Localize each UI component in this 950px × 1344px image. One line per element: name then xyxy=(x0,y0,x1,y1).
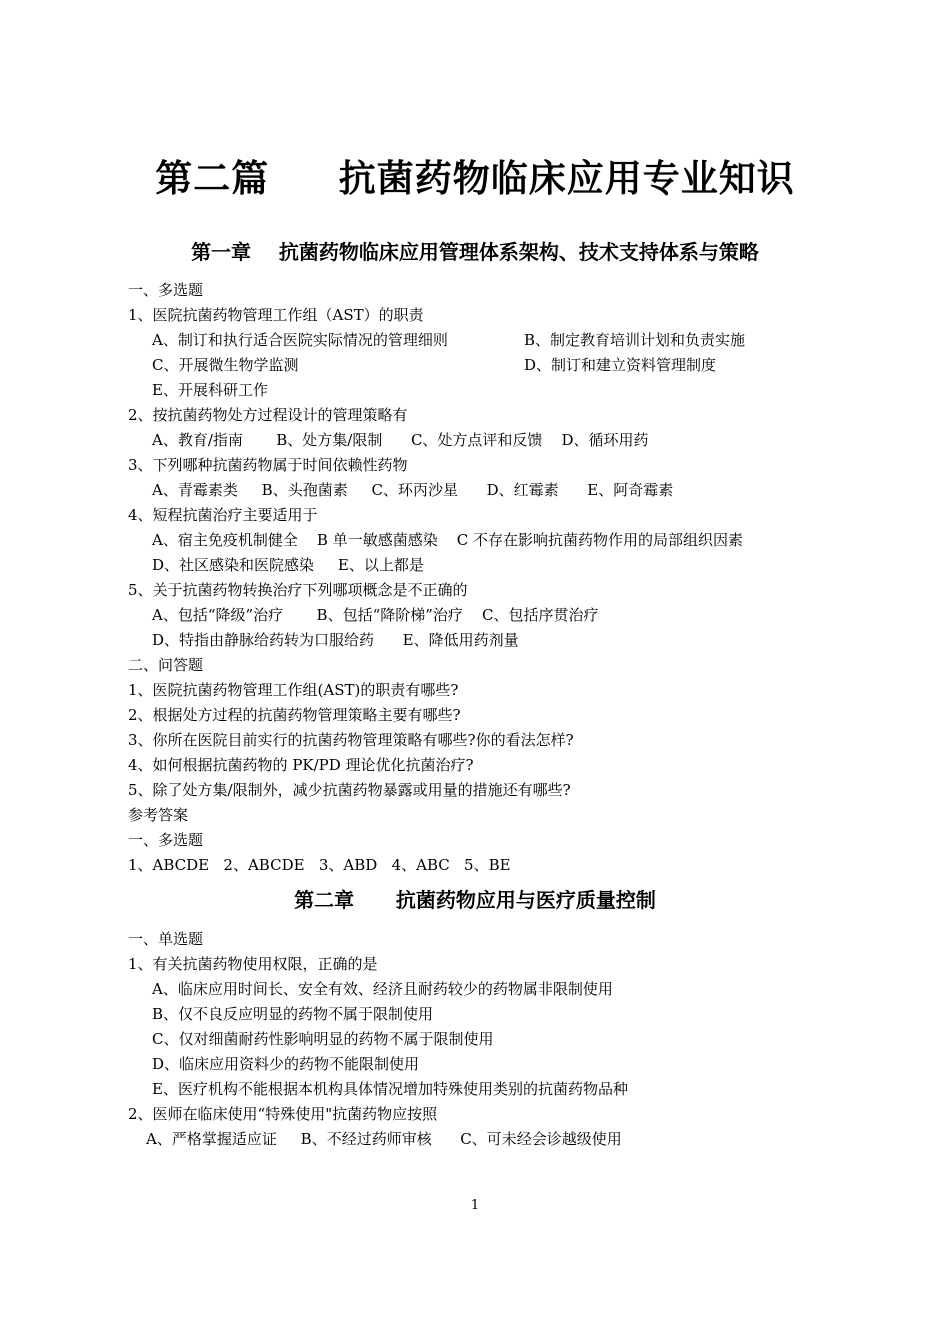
page-number: 1 xyxy=(470,1198,480,1213)
question-4: 4、短程抗菌治疗主要适用于 xyxy=(128,506,318,524)
question-2: 2、按抗菌药物处方过程设计的管理策略有 xyxy=(128,406,408,424)
option-d: D、临床应用资料少的药物不能限制使用 xyxy=(152,1055,420,1073)
chapter-1-title: 第一章 抗菌药物临床应用管理体系架构、技术支持体系与策略 xyxy=(191,240,759,264)
question-4-options: D、社区感染和医院感染 E、以上都是 xyxy=(152,556,424,574)
part-title: 第二篇 抗菌药物临床应用专业知识 xyxy=(155,157,795,200)
question-2-options: A、严格掌握适应证 B、不经过药师审核 C、可未经会诊越级使用 xyxy=(146,1130,622,1148)
question-5-options: D、特指由静脉给药转为口服给药 E、降低用药剂量 xyxy=(152,631,519,649)
question-5-options: A、包括“降级”治疗 B、包括“降阶梯”治疗 C、包括序贯治疗 xyxy=(152,606,599,624)
question-1: 1、医院抗菌药物管理工作组（AST）的职责 xyxy=(128,306,424,324)
question-5: 5、关于抗菌药物转换治疗下列哪项概念是不正确的 xyxy=(128,581,468,599)
option-e: E、开展科研工作 xyxy=(152,381,268,399)
chapter-2-title: 第二章 抗菌药物应用与医疗质量控制 xyxy=(294,888,656,912)
essay-question-3: 3、你所在医院目前实行的抗菌药物管理策略有哪些?你的看法怎样? xyxy=(128,731,574,749)
option-b: B、制定教育培训计划和负责实施 xyxy=(524,331,746,349)
question-3: 3、下列哪种抗菌药物属于时间依赖性药物 xyxy=(128,456,408,474)
essay-question-4: 4、如何根据抗菌药物的 PK/PD 理论优化抗菌治疗? xyxy=(128,756,474,774)
option-a: A、临床应用时间长、安全有效、经济且耐药较少的药物属非限制使用 xyxy=(152,980,613,998)
answer-key: 1、ABCDE 2、ABCDE 3、ABD 4、ABC 5、BE xyxy=(128,856,511,874)
option-a: A、制订和执行适合医院实际情况的管理细则 xyxy=(152,331,448,349)
section-heading: 一、多选题 xyxy=(128,281,204,299)
section-heading: 二、问答题 xyxy=(128,656,204,674)
question-2-options: A、教育/指南 B、处方集/限制 C、处方点评和反馈 D、循环用药 xyxy=(152,431,649,449)
question-1: 1、有关抗菌药物使用权限，正确的是 xyxy=(128,955,378,973)
section-heading: 一、多选题 xyxy=(128,831,204,849)
question-4-options: A、宿主免疫机制健全 B 单一敏感菌感染 C 不存在影响抗菌药物作用的局部组织因素 xyxy=(152,531,744,549)
option-c: C、开展微生物学监测 xyxy=(152,356,299,374)
answers-heading: 参考答案 xyxy=(128,806,189,824)
option-e: E、医疗机构不能根据本机构具体情况增加特殊使用类别的抗菌药物品种 xyxy=(152,1080,628,1098)
option-c: C、仅对细菌耐药性影响明显的药物不属于限制使用 xyxy=(152,1030,494,1048)
option-b: B、仅不良反应明显的药物不属于限制使用 xyxy=(152,1005,434,1023)
essay-question-2: 2、根据处方过程的抗菌药物管理策略主要有哪些? xyxy=(128,706,461,724)
option-d: D、制订和建立资料管理制度 xyxy=(524,356,717,374)
essay-question-1: 1、医院抗菌药物管理工作组(AST)的职责有哪些? xyxy=(128,681,459,699)
section-heading: 一、单选题 xyxy=(128,930,204,948)
essay-question-5: 5、除了处方集/限制外，减少抗菌药物暴露或用量的措施还有哪些? xyxy=(128,781,571,799)
question-3-options: A、青霉素类 B、头孢菌素 C、环丙沙星 D、红霉素 E、阿奇霉素 xyxy=(152,481,674,499)
question-2: 2、医师在临床使用“特殊使用"抗菌药物应按照 xyxy=(128,1105,438,1123)
